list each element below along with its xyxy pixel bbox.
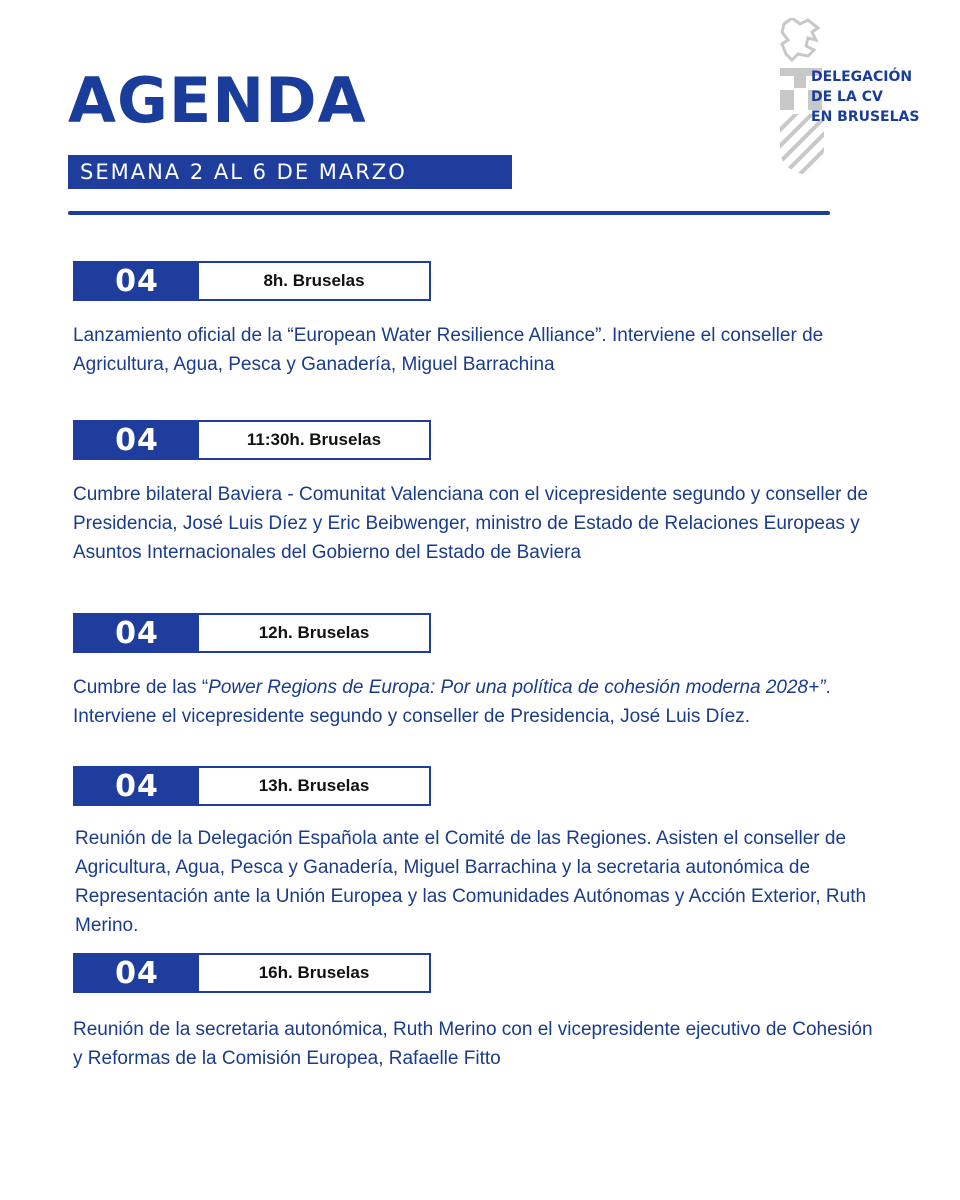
agenda-event: [73, 613, 893, 731]
agenda-event: [73, 261, 893, 379]
header-divider: [68, 211, 830, 215]
logo-line-3: EN BRUSELAS: [811, 109, 920, 125]
event-day: 04: [75, 768, 199, 804]
event-day: 04: [75, 615, 199, 651]
event-description-text: Cumbre bilateral Baviera - Comunitat Valenciana con el vicepresidente segundo y conseller de Presidencia, José Luis Díez y Eric Beibwenger, ministro de Estado de Relaciones Europeas y Asuntos Internacionales del Gobierno del Estado de Baviera: [73, 484, 868, 563]
event-description-text: Reunión de la secretaria autonómica, Ruth Merino con el vicepresidente ejecutivo de Cohesión y Reformas de la Comisión Europea, Rafaelle Fitto: [73, 1019, 873, 1069]
event-time: 16h. Bruselas: [258, 963, 370, 982]
event-header: [73, 420, 431, 460]
event-time: 12h. Bruselas: [258, 623, 370, 642]
event-header: [73, 766, 431, 806]
agenda-event: [73, 420, 893, 567]
event-day: 04: [75, 955, 199, 991]
week-subtitle: [68, 155, 512, 189]
event-time: 13h. Bruselas: [258, 776, 370, 795]
logo-line-1: DELEGACIÓN: [811, 69, 913, 85]
event-description: [73, 673, 883, 731]
event-description-italic: Power Regions de Europa: Por una política de cohesión moderna 2028+”: [208, 677, 826, 698]
event-description-text: Lanzamiento oficial de la “European Water Resilience Alliance”. Interviene el conseller de Agricultura, Agua, Pesca y Ganadería, Miguel Barrachina: [73, 325, 824, 375]
event-header: [73, 953, 431, 993]
event-description-text: . Interviene el vicepresidente segundo y conseller de Presidencia, José Luis Díez.: [73, 677, 831, 727]
page-title: AGENDA: [68, 64, 367, 137]
event-header: [73, 613, 431, 653]
week-subtitle-text: SEMANA 2 AL 6 DE MARZO: [80, 160, 407, 184]
delegation-logo: [778, 18, 928, 178]
event-time: 8h. Bruselas: [263, 271, 365, 290]
event-description-text: Cumbre de las “: [73, 677, 209, 698]
event-description-text: Reunión de la Delegación Española ante el Comité de las Regiones. Asisten el conseller de Agricultura, Agua, Pesca y Ganadería, Miguel Barrachina y la secretaria autonómica de Representación ante la Unión Europea y las Comunidades Autónomas y Acción Exterior, Ruth Merino.: [75, 828, 867, 936]
event-description: [75, 824, 885, 940]
logo-line-2: DE LA CV: [811, 89, 883, 105]
event-day: 04: [75, 263, 199, 299]
event-description: [73, 321, 883, 379]
agenda-event: [73, 953, 893, 1073]
event-time: 11:30h. Bruselas: [246, 430, 382, 449]
event-description: [73, 1015, 883, 1073]
agenda-event: [73, 766, 893, 940]
event-description: [73, 480, 883, 567]
event-header: [73, 261, 431, 301]
logo-text: [811, 67, 919, 127]
event-day: 04: [75, 422, 199, 458]
